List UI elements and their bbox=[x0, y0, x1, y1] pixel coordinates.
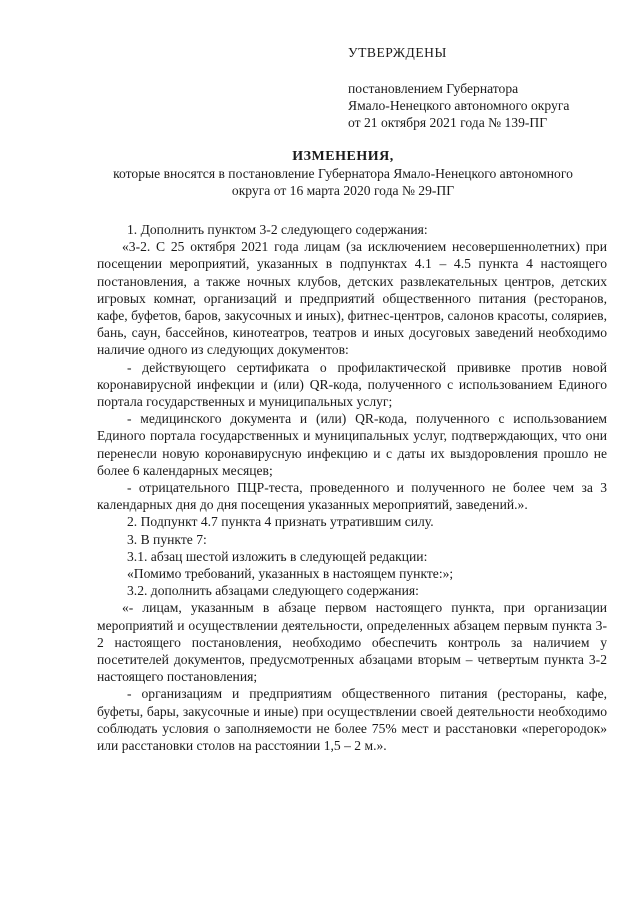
document-title-block bbox=[80, 148, 606, 199]
paragraph-11: «- лицам, указанным в абзаце первом настоящего пункта, при организации мероприятий и осуществлении деятельности, определенных абзацем первым пункта 3-2 настоящего постановления, необходимо обеспечить контроль за наличием у посетителей документов, предусмотренных абзацами вторым – четвертым пункта 3-2 настоящего постановления; bbox=[97, 600, 607, 685]
paragraph-3: - действующего сертификата о профилактической прививке против новой коронавирусной инфекции и (или) QR-кода, полученного с использованием Единого портала государственных и муниципальных услуг; bbox=[97, 359, 607, 410]
paragraph-2: «3-2. С 25 октября 2021 года лицам (за исключением несовершеннолетних) при посещении мероприятий, указанных в подпунктах 4.1 – 4.5 пункта 4 настоящего постановления, а также ночных клубов, детских развлекательных центров, детских игровых комнат, организаций и предприятий общественного питания (ресторанов, кафе, буфетов, баров, закусочных и иных), фитнес-центров, салонов красоты, соляриев, бань, саун, бассейнов, кинотеатров, театров и иных досуговых заведений необходимо наличие одного из следующих документов: bbox=[97, 239, 607, 358]
approval-line-1: постановлением Губернатора bbox=[348, 81, 519, 96]
paragraph-7: 3. В пункте 7: bbox=[127, 531, 207, 547]
approval-line-3: от 21 октября 2021 года № 139-ПГ bbox=[348, 115, 548, 130]
approval-heading: УТВЕРЖДЕНЫ bbox=[348, 45, 447, 60]
paragraph-12: - организациям и предприятиям общественного питания (рестораны, кафе, буфеты, бары, закусочные и иные) при осуществлении своей деятельности необходимо соблюдать условия о заполняемости не более 75% мест и расстановки «перегородок» или расстановки столов на расстоянии 1,5 – 2 м.». bbox=[97, 686, 607, 754]
paragraph-4: - медицинского документа и (или) QR-кода, полученного с использованием Единого портала государственных и муниципальных услуг, подтверждающих, что они перенесли новую коронавирусную инфекцию и с даты их выздоровления прошло не более 6 календарных месяцев; bbox=[97, 411, 607, 478]
approval-block bbox=[348, 44, 628, 131]
document-body bbox=[97, 221, 607, 754]
paragraph-10: 3.2. дополнить абзацами следующего содержания: bbox=[127, 583, 419, 599]
document-title: ИЗМЕНЕНИЯ, bbox=[292, 149, 394, 164]
paragraph-1: 1. Дополнить пунктом 3-2 следующего содержания: bbox=[127, 222, 428, 237]
paragraph-5: - отрицательного ПЦР-теста, проведенного и полученного не более чем за 3 календарных дня до дня посещения указанных мероприятий, заведений.». bbox=[97, 480, 607, 513]
paragraph-6: 2. Подпункт 4.7 пункта 4 признать утратившим силу. bbox=[127, 514, 434, 530]
paragraph-8: 3.1. абзац шестой изложить в следующей редакции: bbox=[127, 548, 428, 564]
document-subtitle-line-1: которые вносятся в постановление Губернатора Ямало-Ненецкого автономного bbox=[113, 166, 573, 181]
paragraph-9: «Помимо требований, указанных в настоящем пункте:»; bbox=[127, 566, 454, 582]
document-subtitle-line-2: округа от 16 марта 2020 года № 29-ПГ bbox=[231, 183, 455, 198]
approval-line-2: Ямало-Ненецкого автономного округа bbox=[348, 98, 570, 113]
